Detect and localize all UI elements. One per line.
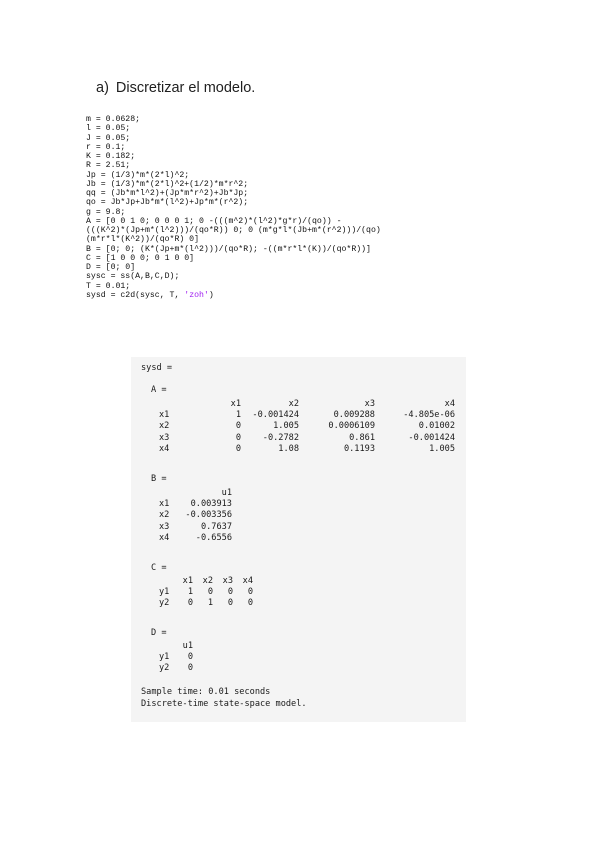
command-output-panel [131,357,466,722]
row-header: y2 [159,598,170,609]
column-header: x1 [182,576,193,586]
code-line: (m*r*l*(K^2))/(qo*R) 0] [86,235,200,245]
matrix-cell: 0.003913 [190,499,232,509]
column-header: x2 [288,399,299,409]
matrix-cell: 0.1193 [343,443,375,454]
matrix-cell: 0 [187,652,193,662]
column-header: x2 [202,576,213,586]
code-line: qo = Jb*Jp+Jb*m*(l^2)+Jp*m*(r^2); [86,198,249,208]
column-header: x4 [444,399,455,409]
code-line: g = 9.8; [86,207,126,217]
matrix-cell: 1.08 [278,443,299,454]
code-text: ) [208,290,214,300]
matrix-cell: 1 [207,598,213,609]
matrix-cell: 0 [235,421,241,432]
matrix-cell: 0.0006109 [328,421,375,432]
code-line: R = 2.51; [86,161,131,171]
sample-time-text: Sample time: 0.01 seconds [141,687,271,697]
matrix-cell: 0 [187,598,193,609]
column-header: u1 [182,641,193,651]
matrix-cell: 0 [235,443,241,454]
column-header: x3 [222,576,233,586]
matrix-label: B = [151,474,167,484]
row-header: y2 [159,663,170,674]
code-text: sysd = c2d(sysc, T, [86,290,185,300]
matrix-cell: 0.009288 [333,410,375,420]
heading-marker: a) [96,80,109,96]
matrix-label: D = [151,628,167,638]
code-line: T = 0.01; [86,281,131,291]
row-header: y1 [159,587,170,597]
heading-text: Discretizar el modelo. [115,80,256,96]
sysd-label: sysd = [141,363,173,373]
matrix-cell: -0.2782 [262,432,299,443]
matrix-label: A = [151,385,167,395]
code-string-literal: 'zoh' [184,290,209,300]
matrix-cell: 0 [207,587,213,597]
code-line: sysc = ss(A,B,C,D); [86,272,180,282]
matrix-cell: -0.001424 [408,432,455,443]
code-line: m = 0.0628; [86,115,141,124]
matrix-cell: 0.7637 [200,521,232,532]
code-line: A = [0 0 1 0; 0 0 0 1; 0 -(((m^2)*(l^2)*g*r)/(qo)) - [86,216,342,226]
code-line: J = 0.05; [86,133,131,143]
code-line: K = 0.182; [86,152,136,161]
matrix-cell: 0.861 [349,432,375,443]
row-header: x4 [159,532,170,543]
code-line: l = 0.05; [86,124,131,134]
code-line: D = [0; 0] [86,263,136,272]
code-line: C = [1 0 0 0; 0 1 0 0] [86,253,195,263]
column-header: u1 [221,488,232,498]
row-header: x2 [159,421,170,432]
code-line: (((K^2)*(Jp+m*(l^2)))/(qo*R)) 0; 0 (m*g*l*(Jb+m*(r^2)))/(qo) [86,226,381,235]
row-header: x3 [159,432,170,443]
column-header: x3 [364,399,375,409]
matrix-cell: 0 [247,587,253,597]
row-header: x4 [159,443,170,454]
matrix-cell: 0 [187,663,193,674]
section-heading [96,80,255,96]
code-block [86,115,381,300]
matrix-cell: 1.005 [429,443,455,454]
matrix-cell: 1 [187,587,193,597]
matrix-cell: -0.001424 [252,410,299,420]
row-header: y1 [159,652,170,662]
matrix-cell: 0 [227,598,233,609]
matrix-cell: 1 [235,410,241,420]
matrix-cell: 0 [235,432,241,443]
matrix-cell: -0.003356 [185,510,232,521]
code-line: Jb = (1/3)*m*(2*l)^2+(1/2)*m*r^2; [86,179,249,189]
column-header: x1 [230,399,241,409]
code-line-last [86,291,381,300]
code-line: qq = (Jb*m*l^2)+(Jp*m*r^2)+Jb*Jp; [86,189,249,198]
row-header: x3 [159,521,170,532]
code-line: B = [0; 0; (K*(Jp+m*(l^2)))/(qo*R); -((m*r*l*(K))/(qo*R))] [86,244,371,254]
matrix-cell: -4.805e-06 [403,410,455,420]
row-header: x1 [159,499,170,509]
matrix-cell: 0.01002 [418,421,455,432]
row-header: x1 [159,410,170,420]
matrix-cell: -0.6556 [195,532,232,543]
code-line: Jp = (1/3)*m*(2*l)^2; [86,170,190,180]
code-line: r = 0.1; [86,142,126,152]
column-header: x4 [242,576,253,586]
matrix-label: C = [151,563,167,573]
model-type-text: Discrete-time state-space model. [141,699,307,709]
matrix-cell: 0 [247,598,253,609]
matrix-cell: 0 [227,587,233,597]
matrix-cell: 1.005 [273,421,299,432]
row-header: x2 [159,510,170,521]
